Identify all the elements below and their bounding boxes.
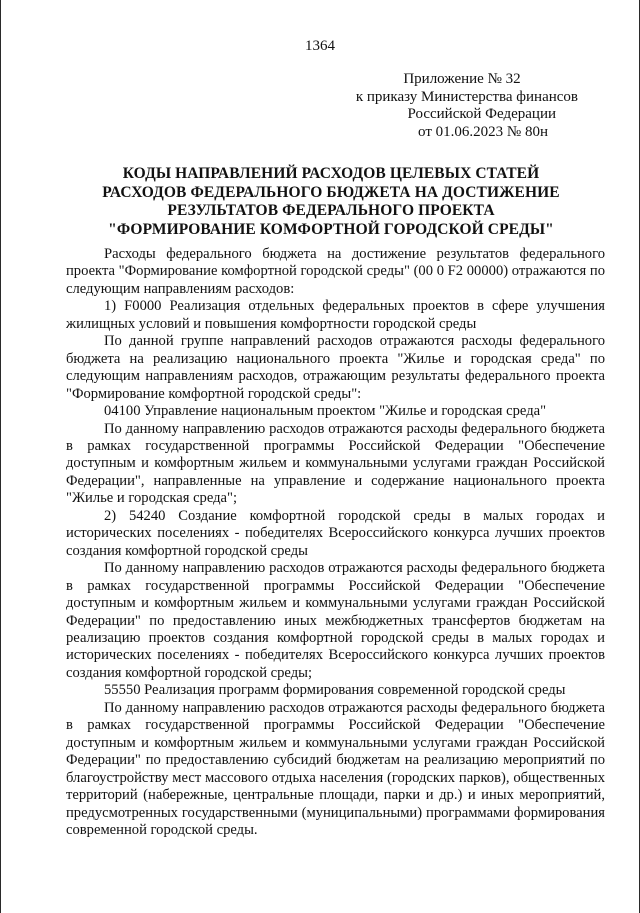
title-line-3: РЕЗУЛЬТАТОВ ФЕДЕРАЛЬНОГО ПРОЕКТА <box>167 202 495 220</box>
paragraph-code-04100: 04100 Управление национальным проектом "Жилье и городская среда" <box>104 403 547 420</box>
document-title <box>41 165 621 239</box>
paragraph-f0000-description: По данной группе направлений расходов отражаются расходы федерального бюджета на реализацию национального проекта "Жилье и городская среда" по следующим направлениям расходов, отражающим результаты федерального проекта "Формирование комфортной городской среды": <box>66 333 605 402</box>
paragraph-code-54240: 2) 54240 Создание комфортной городской среды в малых городах и исторических поселениях - победителях Всероссийского конкурса лучших проектов создания комфортной городской среды <box>66 507 605 559</box>
paragraph-code-55550: 55550 Реализация программ формирования современной городской среды <box>104 682 566 699</box>
paragraph-code-f0000: 1) F0000 Реализация отдельных федеральных проектов в сфере улучшения жилищных условий и повышения комфортности городской среды <box>66 298 605 332</box>
annex-order-ref: к приказу Министерства финансов <box>355 88 578 105</box>
document-body <box>66 246 605 839</box>
annex-block <box>278 71 578 141</box>
title-line-2: РАСХОДОВ ФЕДЕРАЛЬНОГО БЮДЖЕТА НА ДОСТИЖЕНИЕ <box>102 183 560 201</box>
page-number: 1364 <box>305 38 335 54</box>
paragraph-intro: Расходы федерального бюджета на достижение результатов федерального проекта "Формирование комфортной городской среды" (00 0 F2 00000) отражаются по следующим направлениям расходов: <box>66 246 605 297</box>
title-line-4: "ФОРМИРОВАНИЕ КОМФОРТНОЙ ГОРОДСКОЙ СРЕДЫ" <box>108 220 554 238</box>
paragraph-54240-description: По данному направлению расходов отражаются расходы федерального бюджета в рамках государственной программы Российской Федерации "Обеспечение доступным и комфортным жильем и коммунальными услугами граждан Российской Федерации" по предоставлению иных межбюджетных трансфертов бюджетам на реализацию проектов создания комфортной городской среды в малых городах и исторических поселениях - победителях Всероссийского конкурса лучших проектов создания комфортной городской среды; <box>66 560 605 681</box>
paragraph-55550-description: По данному направлению расходов отражаются расходы федерального бюджета в рамках государственной программы Российской Федерации "Обеспечение доступным и комфортным жильем и коммунальными услугами граждан Российской Федерации" по предоставлению субсидий бюджетам на реализацию мероприятий по благоустройству мест массового отдыха населения (городских парков), общественных территорий (набережные, центральные площади, парки и др.) и иных мероприятий, предусмотренных государственными (муниципальными) программами формирования современной городской среды. <box>66 699 605 838</box>
annex-ministry: Российской Федерации <box>407 106 556 123</box>
title-line-1: КОДЫ НАПРАВЛЕНИЙ РАСХОДОВ ЦЕЛЕВЫХ СТАТЕЙ <box>122 165 540 182</box>
annex-number: Приложение № 32 <box>403 71 521 87</box>
paragraph-04100-description: По данному направлению расходов отражаются расходы федерального бюджета в рамках государственной программы Российской Федерации "Обеспечение доступным и комфортным жильем и коммунальными услугами граждан Российской Федерации", направленные на управление и содержание национального проекта "Жилье и городская среда"; <box>66 420 605 507</box>
annex-date: от 01.06.2023 № 80н <box>418 123 548 140</box>
